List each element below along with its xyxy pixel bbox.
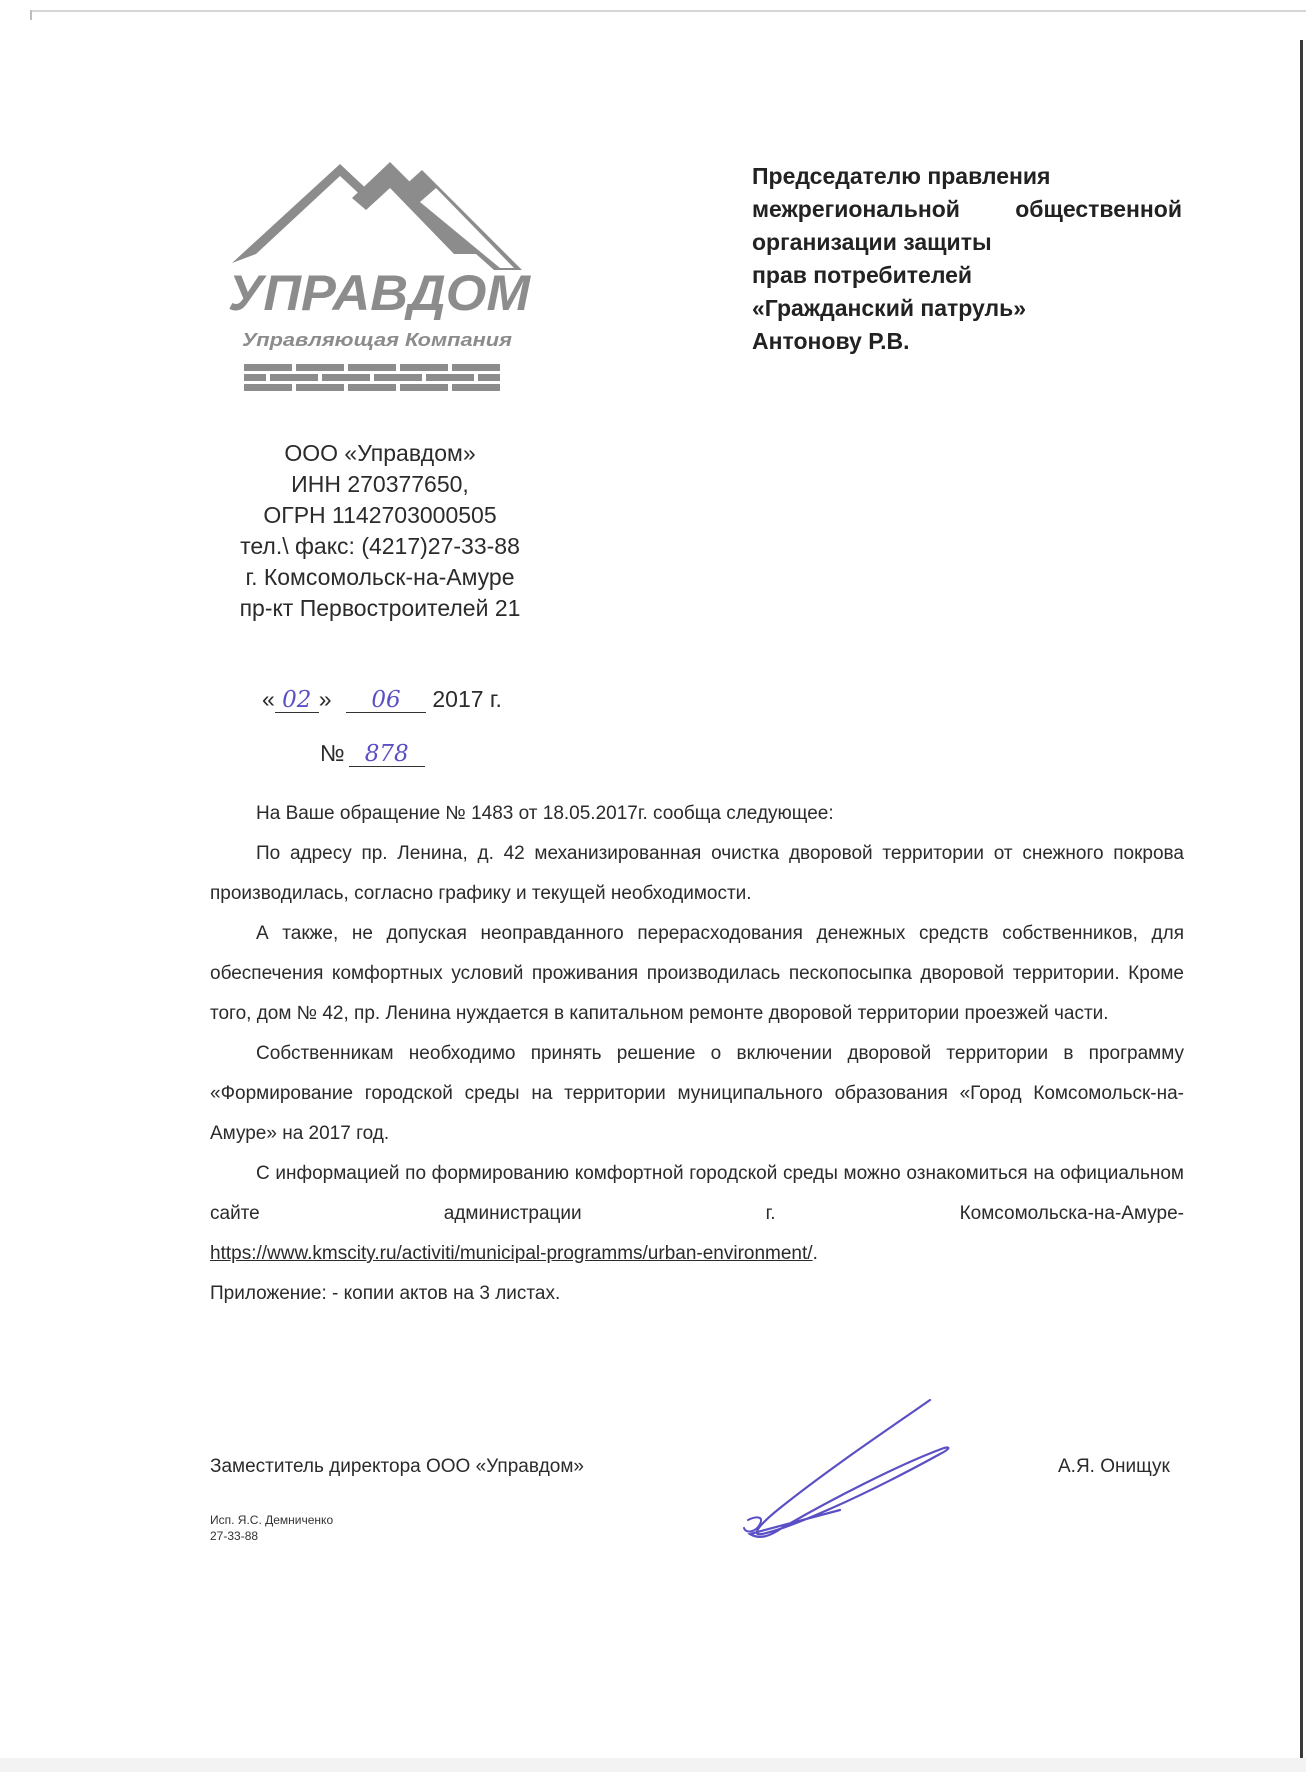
body-paragraph-5-text: С информацией по формированию комфортной городской среды можно ознакомиться на официальном сайте администрации г. Комсомольска-на-Амуре- xyxy=(210,1163,1184,1224)
company-name: ООО «Управдом» xyxy=(284,440,476,466)
date-month: 06 xyxy=(371,687,401,713)
number-value: 878 xyxy=(364,741,409,767)
company-ogrn: ОГРН 1142703000505 xyxy=(263,502,497,528)
number-label: № xyxy=(320,740,345,766)
scan-edge-right xyxy=(1300,40,1303,1772)
recipient-line-3: организации защиты xyxy=(752,229,992,255)
company-phone: тел.\ факс: (4217)27-33-88 xyxy=(240,533,520,559)
date-close-quote: » xyxy=(318,686,332,712)
recipient-line-2 xyxy=(752,193,1182,226)
recipient-line-2a: межрегиональной xyxy=(752,196,960,222)
recipient-line-5: «Гражданский патруль» xyxy=(752,295,1027,321)
scan-edge-left xyxy=(30,10,32,20)
company-logo xyxy=(222,158,542,398)
scan-edge-top xyxy=(30,10,1306,12)
recipient-line-4: прав потребителей xyxy=(752,262,973,288)
recipient-line-2b: общественной xyxy=(1015,196,1182,222)
date-year: 2017 г. xyxy=(432,686,502,712)
handwritten-signature xyxy=(720,1388,980,1548)
body-paragraph-1: На Ваше обращение № 1483 от 18.05.2017г. сообща следующее: xyxy=(256,803,834,824)
logo-bricks xyxy=(244,364,500,391)
logo-roof-left xyxy=(232,164,372,263)
date-day: 02 xyxy=(282,687,312,713)
recipient-line-6: Антонову Р.В. xyxy=(752,328,910,354)
logo-brand-text: УПРАВДОМ xyxy=(228,265,532,321)
signer-title: Заместитель директора ООО «Управдом» xyxy=(210,1456,584,1477)
body-paragraph-3: А также, не допуская неоправданного перерасходования денежных средств собственников, для обеспечения комфортных условий проживания производилась пескопосыпка дворовой территории. Кроме того, дом № 42, пр. Ленина нуждается в капитальном ремонте дворовой территории проезжей части. xyxy=(210,923,1184,1024)
date-day-blank xyxy=(275,687,319,713)
signature-stroke-1 xyxy=(750,1400,948,1537)
date-month-blank xyxy=(346,687,426,713)
body-paragraph-5-end: . xyxy=(812,1243,818,1264)
executor-info xyxy=(210,1512,333,1544)
attachment-note: Приложение: - копии актов на 3 листах. xyxy=(210,1283,561,1304)
date-open-quote: « xyxy=(262,686,275,712)
body-paragraph-5-link-line xyxy=(210,1234,1184,1274)
scan-edge-bottom xyxy=(0,1758,1306,1772)
executor-phone: 27-33-88 xyxy=(210,1529,259,1543)
executor-name: Исп. Я.С. Демниченко xyxy=(210,1513,334,1527)
recipient-block xyxy=(752,160,1182,358)
recipient-line-1: Председателю правления xyxy=(752,163,1051,189)
number-blank xyxy=(349,741,425,767)
letter-body xyxy=(210,794,1184,1314)
letter-number xyxy=(320,740,425,767)
body-paragraph-4: Собственникам необходимо принять решение о включении дворовой территории в программу «Формирование городской среды на территории муниципального образования «Город Комсомольск-на-Амуре» на 2017 год. xyxy=(210,1043,1184,1144)
logo-tagline: Управляющая Компания xyxy=(242,330,513,350)
signer-name: А.Я. Онищук xyxy=(1058,1456,1170,1477)
letter-date xyxy=(262,686,502,713)
company-city: г. Комсомольск-на-Амуре xyxy=(245,564,515,590)
company-inn: ИНН 270377650, xyxy=(291,471,469,497)
city-website-link[interactable]: https://www.kmscity.ru/activiti/municipal-programms/urban-environment/ xyxy=(210,1243,813,1264)
company-requisites xyxy=(190,438,570,624)
body-paragraph-2: По адресу пр. Ленина, д. 42 механизированная очистка дворовой территории от снежного покрова производилась, согласно графику и текущей необходимости. xyxy=(210,843,1184,904)
company-address: пр-кт Первостроителей 21 xyxy=(239,595,521,621)
body-paragraph-5 xyxy=(210,1154,1184,1234)
